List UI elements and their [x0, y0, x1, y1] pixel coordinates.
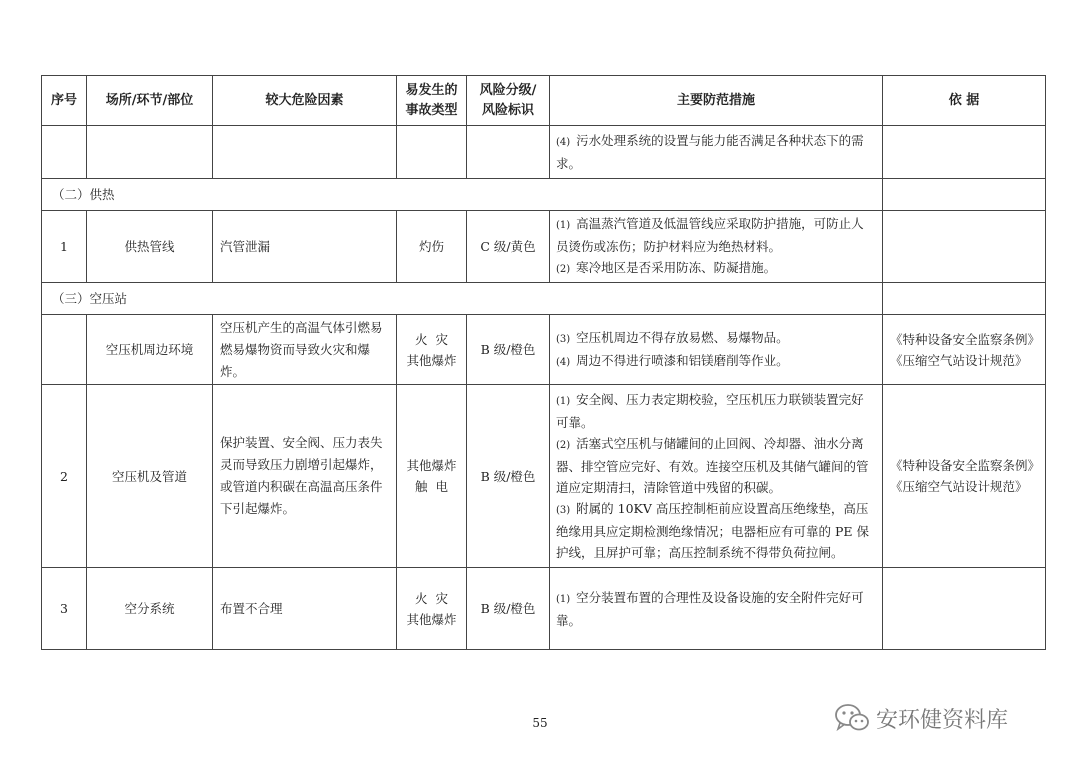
cell-basis — [883, 126, 1046, 179]
cell-accident — [397, 568, 467, 650]
wechat-icon — [834, 703, 870, 733]
cell-basis — [883, 179, 1046, 211]
measure-item: (2) 活塞式空压机与储罐间的止回阀、冷却器、油水分离器、排空管应完好、有效。连接空压机及其储气罐间的管道应定期清扫，清除管道中残留的积碳。 — [556, 436, 869, 495]
cell-basis — [883, 211, 1046, 283]
basis-item: 《特种设备安全监察条例》 — [890, 458, 1041, 473]
accident-type: 火 灾 — [415, 590, 448, 606]
header-level-line1: 风险分级/ — [479, 82, 537, 98]
section-compressor-station: （三）空压站 — [42, 283, 883, 315]
header-place: 场所/环节/部位 — [87, 76, 213, 126]
cell-hazard: 汽管泄漏 — [213, 211, 397, 283]
basis-item: 《压缩空气站设计规范》 — [890, 352, 1028, 368]
header-measures: 主要防范措施 — [550, 76, 883, 126]
cell-measures — [550, 315, 883, 385]
cell-no: 3 — [42, 568, 87, 650]
header-level-line2: 风险标识 — [481, 102, 534, 118]
cell-level: C 级/黄色 — [467, 211, 550, 283]
cell-hazard: 保护装置、安全阀、压力表失灵而导致压力剧增引起爆炸，或管道内积碳在高温高压条件下引起爆炸。 — [213, 385, 397, 568]
cell-no — [42, 315, 87, 385]
table-row — [42, 126, 1046, 179]
watermark-text: 安环健资料库 — [876, 707, 1009, 733]
measure-item: (2) 寒冷地区是否采用防冻、防凝措施。 — [556, 260, 777, 275]
header-risk-level — [467, 76, 550, 126]
accident-type: 其他爆炸 — [406, 611, 457, 627]
cell-accident — [397, 385, 467, 568]
cell-basis — [883, 283, 1046, 315]
cell-measures — [550, 126, 883, 179]
cell-basis — [883, 385, 1046, 568]
cell-measures — [550, 385, 883, 568]
measure-item: (4) 周边不得进行喷漆和铝镁磨削等作业。 — [556, 352, 789, 368]
header-accident-line1: 易发生的 — [405, 82, 458, 98]
header-basis: 依 据 — [883, 76, 1046, 126]
cell-no: 2 — [42, 385, 87, 568]
watermark — [834, 703, 1008, 733]
cell-place — [87, 126, 213, 179]
table-row — [42, 211, 1046, 283]
accident-type: 火 灾 — [415, 331, 448, 347]
cell-measures — [550, 568, 883, 650]
measure-item: (3) 空压机周边不得存放易燃、易爆物品。 — [556, 329, 789, 345]
section-heating: （二）供热 — [42, 179, 883, 211]
header-hazard: 较大危险因素 — [213, 76, 397, 126]
cell-level: B 级/橙色 — [467, 315, 550, 385]
cell-place: 供热管线 — [87, 211, 213, 283]
cell-basis — [883, 568, 1046, 650]
cell-place: 空分系统 — [87, 568, 213, 650]
accident-type: 触 电 — [415, 479, 448, 494]
table-row — [42, 568, 1046, 650]
basis-item: 《压缩空气站设计规范》 — [890, 479, 1028, 494]
measure-item: (1) 高温蒸汽管道及低温管线应采取防护措施，可防止人员烫伤或冻伤；防护材料应为绝热材料。 — [556, 216, 864, 254]
page-number: 55 — [532, 716, 548, 730]
cell-hazard — [213, 126, 397, 179]
cell-level: B 级/橙色 — [467, 385, 550, 568]
header-no: 序号 — [42, 76, 87, 126]
risk-table — [41, 75, 1046, 650]
table-row — [42, 315, 1046, 385]
cell-basis — [883, 315, 1046, 385]
header-row — [42, 76, 1046, 126]
cell-hazard: 布置不合理 — [213, 568, 397, 650]
measure-item: (1) 空分装置布置的合理性及设备设施的安全附件完好可靠。 — [556, 589, 864, 628]
cell-accident — [397, 126, 467, 179]
measure-item: (1) 安全阀、压力表定期校验，空压机压力联锁装置完好可靠。 — [556, 392, 864, 430]
header-accident-type — [397, 76, 467, 126]
section-row — [42, 283, 1046, 315]
cell-level: B 级/橙色 — [467, 568, 550, 650]
cell-place: 空压机及管道 — [87, 385, 213, 568]
accident-type: 其他爆炸 — [406, 352, 457, 368]
measure-item: (4) 污水处理系统的设置与能力能否满足各种状态下的需求。 — [556, 133, 864, 171]
accident-type: 其他爆炸 — [406, 458, 457, 473]
cell-measures — [550, 211, 883, 283]
section-row — [42, 179, 1046, 211]
basis-item: 《特种设备安全监察条例》 — [890, 331, 1041, 347]
table-row — [42, 385, 1046, 568]
cell-level — [467, 126, 550, 179]
measure-item: (3) 附属的 10KV 高压控制柜前应设置高压绝缘垫，高压绝缘用具应定期检测绝缘情况；电器柜应有可靠的 PE 保护线，且屏护可靠；高压控制系统不得带负荷拉闸。 — [556, 501, 869, 560]
cell-no: 1 — [42, 211, 87, 283]
header-accident-line2: 事故类型 — [405, 102, 458, 118]
cell-accident — [397, 315, 467, 385]
cell-accident: 灼伤 — [397, 211, 467, 283]
cell-place: 空压机周边环境 — [87, 315, 213, 385]
cell-hazard: 空压机产生的高温气体引燃易燃易爆物资而导致火灾和爆炸。 — [213, 315, 397, 385]
cell-no — [42, 126, 87, 179]
